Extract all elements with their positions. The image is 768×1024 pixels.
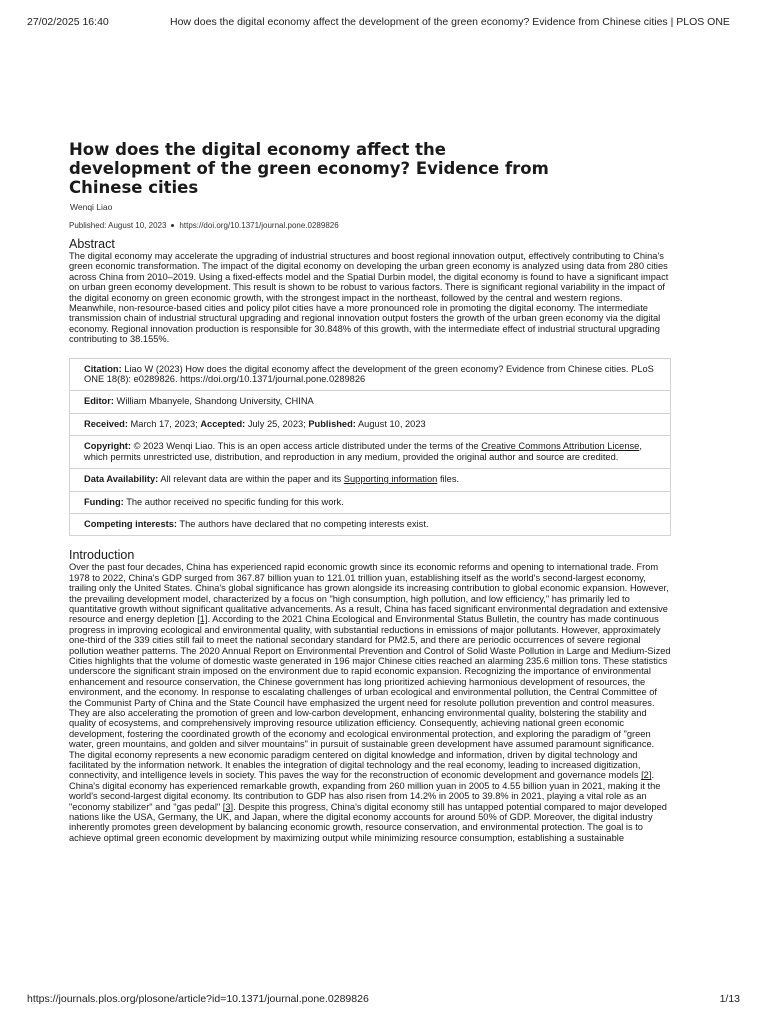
introduction-paragraph-2 bbox=[69, 750, 671, 844]
intro-p1-text-a: Over the past four decades, China has experienced rapid economic growth since its economic reforms and opening to international trade. From 1978 to 2022, China's GDP surged from 367.87 billion yuan to 121.01 trillion yuan, establishing itself as the world's second-largest economy, trailing only the United States. China's global significance has grown alongside its increasing contribution to global economic expansion. However, the prevailing development model, characterized by a focus on "high consumption, high pollution, and low efficiency," has primarily led to quantitative growth without significant qualitative advancements. As a result, China has faced significant environmental degradation and extensive resource and energy depletion bbox=[69, 562, 669, 625]
competing-interests-row bbox=[70, 513, 670, 535]
introduction-paragraph-1 bbox=[69, 562, 671, 749]
editor-label: Editor: bbox=[84, 396, 114, 407]
competing-interests-label: Competing interests: bbox=[84, 518, 177, 529]
citation-label: Citation: bbox=[84, 363, 122, 374]
data-availability-row bbox=[70, 468, 670, 490]
article-title: How does the digital economy affect the development of the green economy? Evidence from Chinese cities bbox=[69, 140, 549, 197]
data-availability-label: Data Availability: bbox=[84, 474, 159, 485]
accepted-date: July 25, 2023; bbox=[247, 418, 306, 429]
intro-p1-text-b: . According to the 2021 China Ecological and Environmental Status Bulletin, the country has made continuous progress in improving ecological and environmental quality, with substantial reductions in emissions of major pollutants. However, approximately one-third of the 339 cities still fail to meet the national secondary standard for PM2.5, and there are periodic occurrences of severe regional pollution weather patterns. The 2020 Annual Report on Environmental Prevention and Control of Solid Waste Pollution in Large and Medium-Sized Cities highlights that the volume of domestic waste generated in 196 major Chinese cities reached an alarming 235.6 million tons. These statistics underscore the significant strain imposed on the environment due to rapid economic expansion. Recognizing the importance of environmental enhancement and resource conservation, the Chinese government has long prioritized achieving harmonious development of resources, the environment, and the economy. In response to escalating challenges of urban ecological and environmental pollution, the Central Committee of the Communist Party of China and the State Council have emphasized the urgent need for resolute pollution prevention and control measures. They are also accelerating the promotion of green and low-carbon development, enhancing environmental quality, bolstering the stability and quality of ecosystems, and comprehensively improving resource utilization efficiency. Consequently, achieving national green economic development, fostering the coordinated growth of the economy and ecological environmental protection, and exploring the paradigm of "green water, green mountains, and golden and silver mountains" in pursuit of sustainable green development have assumed paramount significance. bbox=[69, 614, 671, 750]
print-datetime: 27/02/2025 16:40 bbox=[27, 16, 109, 28]
data-availability-text-rest: files. bbox=[439, 474, 460, 485]
copyright-row bbox=[70, 435, 670, 468]
abstract-heading: Abstract bbox=[69, 237, 115, 251]
reference-link-3[interactable]: [3] bbox=[222, 801, 234, 812]
accepted-label: Accepted: bbox=[200, 418, 246, 429]
published-date-meta: August 10, 2023 bbox=[357, 418, 426, 429]
separator-dot bbox=[171, 224, 174, 227]
page-number: 1/13 bbox=[719, 993, 740, 1005]
article-metadata-box bbox=[69, 358, 671, 537]
reference-link-1[interactable]: [1] bbox=[197, 614, 208, 625]
introduction-heading: Introduction bbox=[69, 548, 135, 563]
intro-p2-text-b: . China's digital economy has experienced remarkable growth, expanding from 260 million yuan in 2005 to 4.55 billion yuan in 2021, making it the world's second-largest digital economy. Its contribution to GDP has also risen from 14.2% in 2005 to 39.8% in 2021, playing a vital role as an "economy stabilizer" and "gas pedal" bbox=[69, 770, 661, 812]
doi-link[interactable]: https://doi.org/10.1371/journal.pone.0289826 bbox=[179, 221, 339, 230]
published-label: Published: bbox=[308, 418, 356, 429]
editor-row bbox=[70, 390, 670, 412]
data-availability-text: All relevant data are within the paper and its bbox=[160, 474, 342, 485]
print-url: https://journals.plos.org/plosone/article?id=10.1371/journal.pone.0289826 bbox=[27, 993, 369, 1005]
reference-link-2[interactable]: [2] bbox=[641, 770, 652, 781]
funding-label: Funding: bbox=[84, 496, 124, 507]
license-link[interactable]: Creative Commons Attribution License bbox=[481, 441, 640, 452]
published-date: Published: August 10, 2023 bbox=[69, 221, 167, 230]
copyright-label: Copyright: bbox=[84, 441, 131, 452]
print-page-title: How does the digital economy affect the development of the green economy? Evidence from Chinese cities | PLOS ONE bbox=[170, 16, 730, 28]
publication-line bbox=[69, 221, 671, 230]
copyright-text-rest: , which permits unrestricted use, distribution, and reproduction in any medium, provided the original author and source are credited. bbox=[84, 441, 642, 462]
intro-p2-text-c: . Despite this progress, China's digital economy still has untapped potential compared to major developed nations like the USA, Germany, the UK, and Japan, where the digital economy accounts for around 50% of GDP. Moreover, the digital industry inherently promotes green development by balancing economic growth, resource conservation, and environmental protection. The goal is to achieve optimal green economic development by maximizing output while minimizing resource consumption, establishing a sustainable bbox=[69, 801, 667, 843]
editor-text: William Mbanyele, Shandong University, CHINA bbox=[116, 396, 314, 407]
dates-row bbox=[70, 413, 670, 435]
competing-interests-text: The authors have declared that no competing interests exist. bbox=[179, 518, 429, 529]
copyright-text: © 2023 Wenqi Liao. This is an open access article distributed under the terms of the bbox=[133, 441, 479, 452]
citation-row bbox=[70, 359, 670, 391]
intro-p2-text-a: The digital economy represents a new economic paradigm centered on digital knowledge and information, driven by digital technology and facilitated by the information network. It enables the integration of digital technology and the real economy, leading to increased digitization, connectivity, and intelligence levels in society. This paves the way for the reconstruction of economic development and governance models bbox=[69, 749, 641, 781]
citation-text: Liao W (2023) How does the digital economy affect the development of the green economy? Evidence from Chinese cities. PLoS ONE 18(8): e0289826. https://doi.org/10.1371/journal.pone.0289826 bbox=[84, 363, 654, 385]
received-date: March 17, 2023; bbox=[130, 418, 198, 429]
funding-row bbox=[70, 491, 670, 513]
supporting-information-link[interactable]: Supporting information bbox=[343, 474, 438, 485]
author-link[interactable]: Wenqi Liao bbox=[70, 202, 113, 212]
funding-text: The author received no specific funding for this work. bbox=[126, 496, 344, 507]
received-label: Received: bbox=[84, 418, 128, 429]
abstract-text: The digital economy may accelerate the upgrading of industrial structures and boost regional innovation output, effectively contributing to China's green economic transformation. The impact of the digital economy on developing the urban green economy is analyzed using data from 280 cities across China from 2010–2019. Using a fixed-effects model and the Spatial Durbin model, the digital economy is found to have a significant impact on urban green economy development. This result is shown to be robust to various factors. There is significant regional variability in the impact of the digital economy on green economic growth, with the strongest impact in the northeast, followed by the central and western regions. Meanwhile, non-resource-based cities and policy pilot cities have a more pronounced role in promoting the digital economy. The intermediate transmission chain of industrial structural upgrading and regional innovation output fosters the growth of the urban green economy via the digital economy. Regional innovation production is responsible for 30.848% of this growth, with the intermediate effect of industrial structural upgrading contributing to 38.155%. bbox=[69, 251, 669, 345]
article-content bbox=[69, 140, 671, 843]
